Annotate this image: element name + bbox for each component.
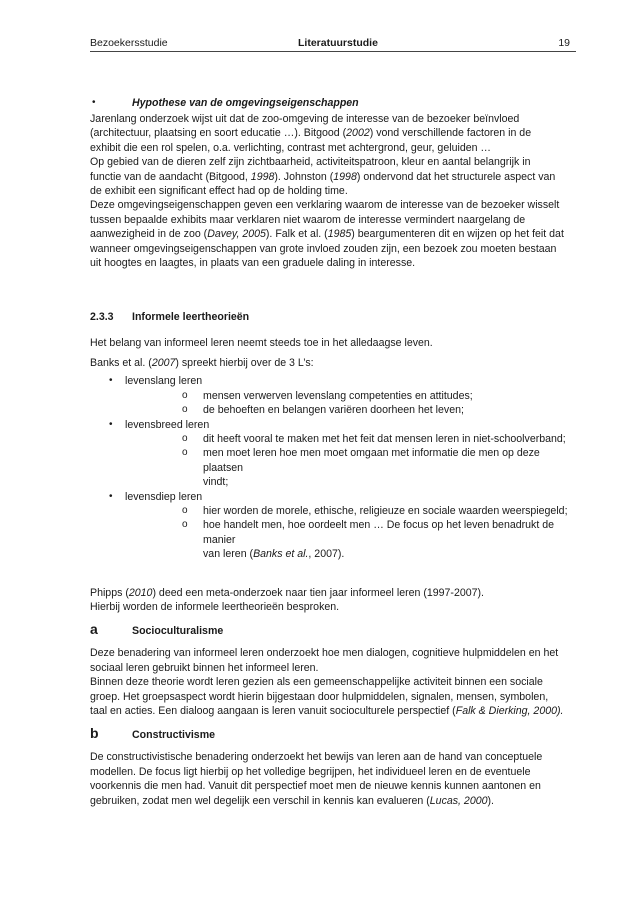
subsection-b-heading [90,725,576,746]
bullet-icon: • [109,490,113,502]
circle-bullet-icon: o [182,389,188,401]
sub-list-item: o dit heeft vooral te maken met het feit dat mensen leren in niet-schoolverband; [182,432,566,445]
sub-list [125,432,576,490]
list-item: • levensdiep leren o hier worden de morele, ethische, religieuze en sociale waarden weerspiegeld; o hoe handelt men, hoe oordeelt men … De focus op het leven benadrukt de manier van leren (Banks et al., 2007). [90,490,576,562]
socioculturalisme-paragraph-1: Deze benadering van informeel leren onderzoekt hoe men dialogen, cognitieve hulpmiddelen en het sociaal leren gebruikt binnen het informeel leren. [90,647,559,674]
phipps-paragraph: Phipps (2010) deed een meta-onderzoek naar tien jaar informeel leren (1997-2007). Hierbij worden de informele leertheorieën besproken. [90,586,484,613]
sub-list [125,389,576,418]
page-number: 19 [558,37,570,49]
header-center: Literatuurstudie [298,37,378,49]
intro-paragraph-2: Banks et al. (2007) spreekt hierbij over de 3 L’s: [90,356,314,369]
page-content [90,96,576,808]
sub-list-item: o de behoeften en belangen variëren doorheen het leven; [182,404,464,417]
subsection-letter: b [90,725,99,742]
circle-bullet-icon: o [182,432,188,444]
bullet-icon: • [109,418,113,430]
circle-bullet-icon: o [182,404,188,416]
section-2-3-3-heading [90,310,576,326]
section-number: 2.3.3 [90,311,114,324]
subsection-title: Socioculturalisme [132,625,224,638]
circle-bullet-icon: o [182,447,188,459]
circle-bullet-icon: o [182,519,188,531]
list-item: • levensbreed leren o dit heeft vooral te maken met het feit dat mensen leren in niet-schoolverband; o men moet leren hoe men moet omgaan met informatie die men op deze plaatsen vindt; [90,418,576,490]
header-left: Bezoekersstudie [90,37,168,49]
hypothese-paragraph-3: Deze omgevingseigenschappen geven een verklaring waarom de interesse van de bezoeker wisselt tussen bepaalde exhibits maar verklaren niet waarom de interesse vermindert naargelang de aanwezigheid in de zoo (Davey, 2005). Falk et al. (1985) beargumenteren dit en wijzen op het feit dat wanneer omgevingseigenschappen van grote invloed zouden zijn, een bezoek zou moeten bestaan uit hoogtes en laagtes, in plaats van een graduele daling in interesse. [90,199,564,270]
intro-paragraph-1: Het belang van informeel leren neemt steeds toe in het alledaagse leven. [90,337,433,350]
section-title: Informele leertheorieën [132,311,250,324]
subsection-letter: a [90,621,98,638]
page-header [90,33,576,52]
sub-list-item: o hier worden de morele, ethische, religieuze en sociale waarden weerspiegeld; [182,504,568,517]
sub-list-item: o men moet leren hoe men moet omgaan met informatie die men op deze plaatsen vindt; [182,447,540,489]
subsection-title: Constructivisme [132,729,216,742]
bullet-icon: • [109,375,113,387]
hypothese-heading [90,96,576,112]
circle-bullet-icon: o [182,504,188,516]
three-ls-list [90,374,576,561]
sub-list-item: o hoe handelt men, hoe oordeelt men … De focus op het leven benadrukt de manier van leren (Banks et al., 2007). [182,519,555,561]
socioculturalisme-paragraph-2: Binnen deze theorie wordt leren gezien als een gemeenschappelijke activiteit binnen een sociale groep. Het groepsaspect wordt hierin bijgestaan door hulpmiddelen, signalen, mensen, symbolen, taal en acties. Een dialoog aangaan is leren vanuit socioculturele perspectief (Falk & Dierking, 2000). [90,676,564,717]
hypothese-title: Hypothese van de omgevingseigenschappen [132,97,359,109]
bullet-icon: • [92,97,96,108]
constructivisme-paragraph: De constructivistische benadering onderzoekt het bewijs van leren aan de hand van conceptuele modellen. De focus ligt hierbij op het volledige begrijpen, het individueel leren en de eventuele voorkennis die men had. Vanuit dit perspectief moet men de nieuwe kennis kunnen aantonen en gebruiken, zodat men wel degelijk een verschil in kennis kan evalueren (Lucas, 2000). [90,751,543,807]
sub-list-item: o mensen verwerven levenslang competenties en attitudes; [182,389,473,402]
sub-list [125,504,576,562]
hypothese-paragraph-2: Op gebied van de dieren zelf zijn zichtbaarheid, activiteitspatroon, kleur en aantal belangrijk in functie van de aandacht (Bitgood, 1998). Johnston (1998) ondervond dat het structurele aspect van de exhibit een significant effect had op de holding time. [90,156,556,198]
list-item: • levenslang leren o mensen verwerven levenslang competenties en attitudes; o de behoeften en belangen variëren doorheen het leven; [90,374,576,417]
hypothese-paragraph-1: Jarenlang onderzoek wijst uit dat de zoo-omgeving de interesse van de bezoeker beïnvloed (architectuur, plaatsing en soort educatie …). Bitgood (2002) vond verschillende factoren in de exhibit die een rol spelen, o.a. verlichting, contrast met achtergrond, geur, geluiden … [90,113,532,154]
subsection-a-heading [90,621,576,642]
